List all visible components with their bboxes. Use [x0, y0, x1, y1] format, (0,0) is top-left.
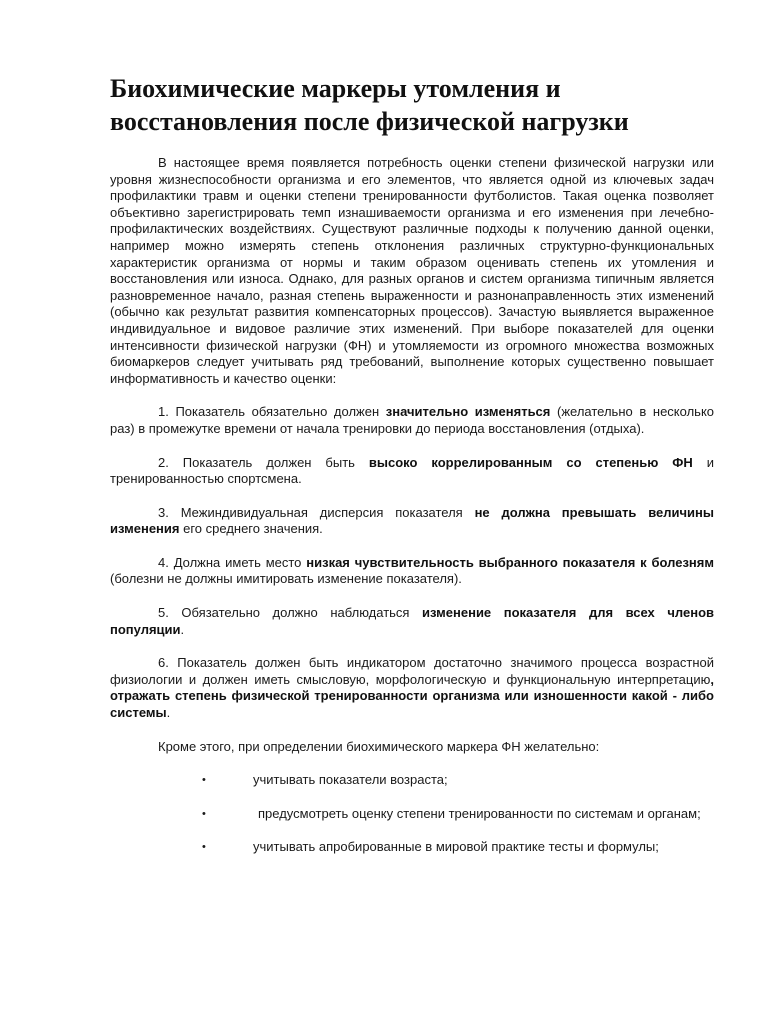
document-title: Биохимические маркеры утомления и восстановления после физической нагрузки [110, 74, 629, 136]
bullet-item-1 [110, 772, 714, 789]
requirement-text: . [180, 621, 185, 637]
requirement-text: 5. Обязательно должно наблюдаться [158, 605, 423, 621]
bullet-text: учитывать показатели возраста; [253, 772, 448, 788]
requirement-text: его среднего значения. [179, 521, 323, 537]
requirement-text: 6. Показатель должен быть индикатором достаточно значимого процесса возрастной физиологии и должен иметь смысловую, морфологическую и функциональную интерпретацию [110, 655, 714, 687]
requirement-emphasis: высоко коррелированным со степенью ФН [368, 454, 693, 470]
requirement-text: 2. Показатель должен быть [158, 454, 369, 470]
requirement-text: и тренированностью спортсмена. [110, 454, 714, 487]
closing-paragraph: Кроме этого, при определении биохимического маркера ФН желательно: [158, 738, 600, 754]
requirement-item-5 [110, 605, 714, 638]
document-page [110, 72, 714, 856]
bullet-icon: • [202, 774, 206, 787]
requirement-text: 4. Должна иметь место [158, 554, 307, 570]
requirement-item-1 [110, 404, 714, 437]
bullet-icon: • [202, 807, 206, 820]
requirement-emphasis: низкая чувствительность выбранного показателя к болезням [306, 554, 714, 570]
requirement-text: (болезни не должны имитировать изменение показателя). [110, 571, 462, 587]
requirement-emphasis: , отражать степень физической тренированности организма или изношенности какой - либо системы [110, 671, 714, 721]
requirement-item-4 [110, 555, 714, 588]
requirement-item-3 [110, 505, 714, 538]
requirement-text: (желательно в несколько раз) в промежутке времени от начала тренировки до периода восстановления (отдыха). [110, 404, 715, 436]
bullet-icon: • [202, 841, 206, 854]
bullet-text: учитывать апробированные в мировой практике тесты и формулы; [253, 839, 659, 855]
requirement-text: . [166, 705, 171, 721]
requirement-item-2 [110, 455, 714, 488]
requirement-emphasis: значительно изменяться [385, 404, 551, 420]
requirement-text: 1. Показатель обязательно должен [158, 404, 386, 420]
requirement-item-6 [110, 655, 714, 721]
bullet-text: предусмотреть оценку степени тренированности по системам и органам; [258, 805, 701, 821]
requirement-emphasis: не должна превышать величины изменения [110, 504, 714, 537]
intro-paragraph: В настоящее время появляется потребность оценки степени физической нагрузки или уровня жизнеспособности организма и его элементов, что является одной из ключевых задач профилактики травм и оценки степени тренированности футболистов. Такая оценка позволяет объективно зарегистрировать темп изнашиваемости организма и его изменения при лечебно-профилактических воздействиях. Существуют различные подходы к получению данной оценки, например можно измерять степень отклонения различных структурно-функциональных характеристик организма от нормы и таким образом оценивать степень их утомления и восстановления или износа. Однако, для разных органов и систем организма типичным является разновременное начало, разная степень выраженности и разнонаправленность этих изменений (обычно как результат развития компенсаторных процессов). Зачастую выявляется выраженное индивидуальное и видовое различие этих изменений. При выборе показателей для оценки интенсивности физической нагрузки (ФН) и утомляемости из огромного множества возможных биомаркеров следует учитывать ряд требований, выполнение которых существенно повышает информативность и качество оценки: [110, 155, 714, 386]
bullet-item-3 [110, 839, 714, 856]
requirement-emphasis: изменение показателя для всех членов популяции [110, 605, 714, 637]
requirement-text: 3. Межиндивидуальная дисперсия показателя [158, 504, 475, 520]
bullet-item-2 [110, 806, 714, 823]
